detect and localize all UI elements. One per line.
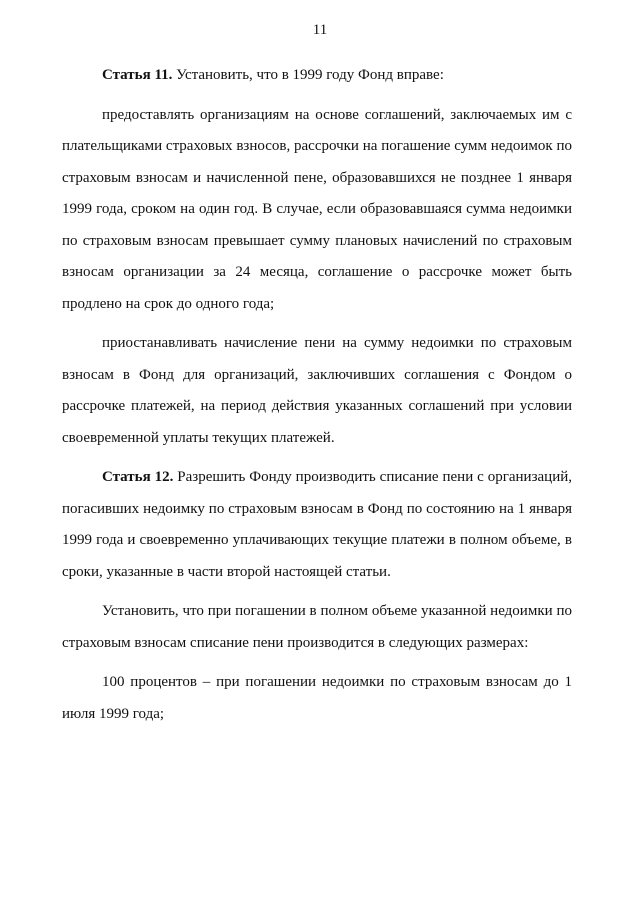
article-11-intro-text: Установить, что в 1999 году Фонд вправе: — [172, 67, 444, 83]
article-12-title: Статья 12. — [102, 469, 174, 485]
penalty-suspension-paragraph — [62, 328, 572, 454]
installment-text: предоставлять организациям на основе соглашений, заключаемых им с плательщиками страховых взносов, рассрочки на погашение сумм недоимок по страховым взносам и начисленной пене, образовавшихся не позднее 1 января 1999 года, сроком на один год. В случае, если образовавшаяся сумма недоимки по страховым взносам превышает сумму плановых начислений по страховым взносам организации за 24 месяца, соглашение о рассрочке может быть продлено на срок до одного года; — [62, 106, 572, 312]
write-off-rule-paragraph — [62, 596, 572, 659]
article-12-text: Разрешить Фонду производить списание пени с организаций, погасивших недоимку по страховым взносам в Фонд по состоянию на 1 января 1999 года и своевременно уплачивающих текущие платежи в полном объеме, в сроки, указанные в части второй настоящей статьи. — [62, 469, 572, 580]
article-11-intro-paragraph — [62, 60, 572, 92]
write-off-100-percent-paragraph — [62, 667, 572, 730]
write-off-100-percent-text: 100 процентов – при погашении недоимки по страховым взносам до 1 июля 1999 года; — [62, 674, 572, 722]
write-off-rule-text: Установить, что при погашении в полном объеме указанной недоимки по страховым взносам списание пени производится в следующих размерах: — [62, 603, 572, 651]
penalty-suspension-text: приостанавливать начисление пени на сумму недоимки по страховым взносам в Фонд для организаций, заключивших соглашения с Фондом о рассрочке платежей, на период действия указанных соглашений при условии своевременной уплаты текущих платежей. — [62, 335, 572, 446]
installment-paragraph — [62, 100, 572, 321]
article-12-paragraph — [62, 462, 572, 588]
article-11-title: Статья 11. — [102, 67, 173, 83]
page-number: 11 — [312, 22, 328, 38]
document-body — [62, 60, 572, 730]
